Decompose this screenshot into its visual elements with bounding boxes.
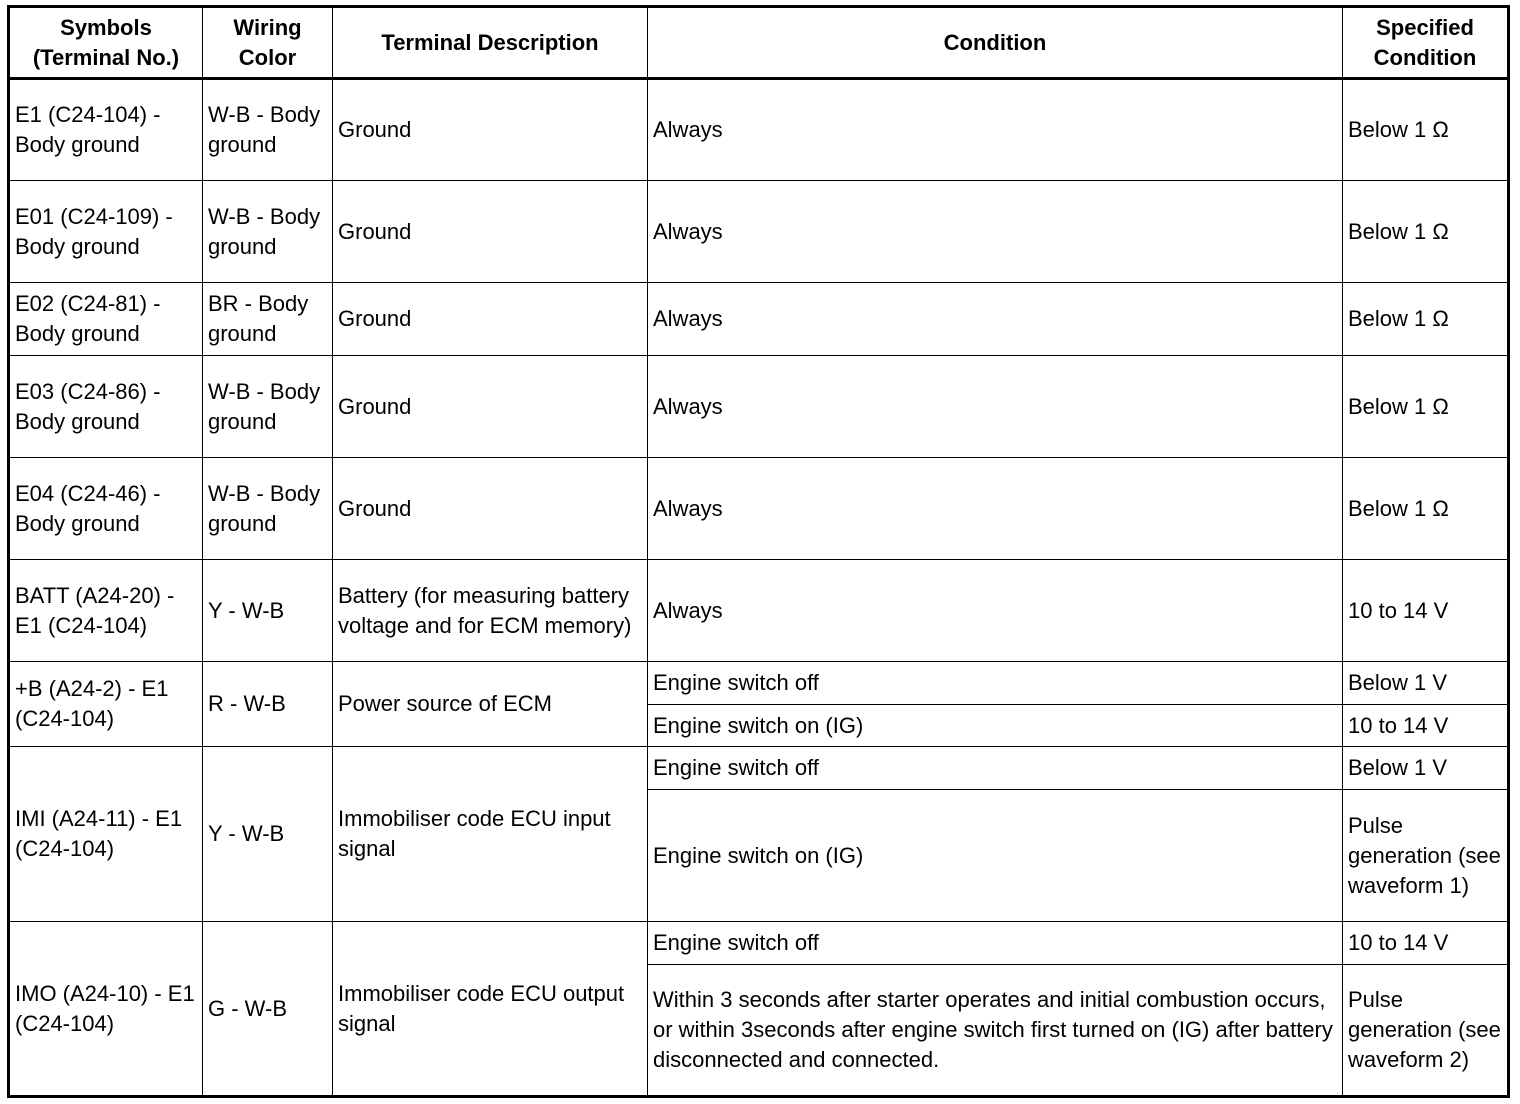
description-cell: Ground xyxy=(333,181,648,283)
specified-cell: Below 1 Ω xyxy=(1343,356,1509,458)
header-row xyxy=(9,7,1509,79)
table-body xyxy=(9,79,1509,1097)
table-row xyxy=(9,662,1509,705)
wiring-cell: Y - W-B xyxy=(203,747,333,922)
symbol-cell: E03 (C24-86) - Body ground xyxy=(9,356,203,458)
wiring-cell: R - W-B xyxy=(203,662,333,747)
specified-cell: Pulse generation (see waveform 1) xyxy=(1343,790,1509,922)
wiring-cell: W-B - Body ground xyxy=(203,181,333,283)
header-condition: Condition xyxy=(648,7,1343,79)
specified-cell: Below 1 Ω xyxy=(1343,79,1509,181)
specified-cell: 10 to 14 V xyxy=(1343,922,1509,965)
table-row xyxy=(9,79,1509,181)
table-row xyxy=(9,922,1509,965)
condition-cell: Within 3 seconds after starter operates and initial combustion occurs, or within 3seconds after engine switch first turned on (IG) after battery disconnected and connected. xyxy=(648,965,1343,1097)
description-cell: Ground xyxy=(333,79,648,181)
wiring-cell: W-B - Body ground xyxy=(203,356,333,458)
condition-cell: Always xyxy=(648,79,1343,181)
symbol-cell: E01 (C24-109) - Body ground xyxy=(9,181,203,283)
symbol-cell: E02 (C24-81) - Body ground xyxy=(9,283,203,356)
condition-cell: Engine switch off xyxy=(648,747,1343,790)
specified-cell: Below 1 V xyxy=(1343,747,1509,790)
table-row xyxy=(9,356,1509,458)
wiring-cell: BR - Body ground xyxy=(203,283,333,356)
condition-cell: Always xyxy=(648,356,1343,458)
description-cell: Immobiliser code ECU output signal xyxy=(333,922,648,1097)
header-terminal-description: Terminal Description xyxy=(333,7,648,79)
description-cell: Ground xyxy=(333,458,648,560)
specified-cell: Below 1 V xyxy=(1343,662,1509,705)
description-cell: Immobiliser code ECU input signal xyxy=(333,747,648,922)
description-cell: Ground xyxy=(333,283,648,356)
table-row xyxy=(9,458,1509,560)
description-cell: Battery (for measuring battery voltage and for ECM memory) xyxy=(333,560,648,662)
condition-cell: Engine switch on (IG) xyxy=(648,705,1343,747)
table-row xyxy=(9,560,1509,662)
specified-cell: Below 1 Ω xyxy=(1343,181,1509,283)
table-row xyxy=(9,283,1509,356)
header-wiring-color: Wiring Color xyxy=(203,7,333,79)
table-header xyxy=(9,7,1509,79)
symbol-cell: IMO (A24-10) - E1 (C24-104) xyxy=(9,922,203,1097)
wiring-cell: W-B - Body ground xyxy=(203,79,333,181)
table-row xyxy=(9,181,1509,283)
header-symbols: Symbols (Terminal No.) xyxy=(9,7,203,79)
specified-cell: Below 1 Ω xyxy=(1343,283,1509,356)
condition-cell: Always xyxy=(648,560,1343,662)
wiring-cell: W-B - Body ground xyxy=(203,458,333,560)
condition-cell: Engine switch off xyxy=(648,922,1343,965)
condition-cell: Engine switch on (IG) xyxy=(648,790,1343,922)
symbol-cell: BATT (A24-20) - E1 (C24-104) xyxy=(9,560,203,662)
description-cell: Power source of ECM xyxy=(333,662,648,747)
specified-cell: Pulse generation (see waveform 2) xyxy=(1343,965,1509,1097)
symbol-cell: +B (A24-2) - E1 (C24-104) xyxy=(9,662,203,747)
specified-cell: 10 to 14 V xyxy=(1343,560,1509,662)
table-row xyxy=(9,747,1509,790)
terminal-spec-table xyxy=(7,5,1510,1098)
wiring-cell: Y - W-B xyxy=(203,560,333,662)
symbol-cell: E1 (C24-104) - Body ground xyxy=(9,79,203,181)
specified-cell: 10 to 14 V xyxy=(1343,705,1509,747)
condition-cell: Engine switch off xyxy=(648,662,1343,705)
description-cell: Ground xyxy=(333,356,648,458)
header-specified-condition: Specified Condition xyxy=(1343,7,1509,79)
condition-cell: Always xyxy=(648,458,1343,560)
specified-cell: Below 1 Ω xyxy=(1343,458,1509,560)
condition-cell: Always xyxy=(648,283,1343,356)
symbol-cell: IMI (A24-11) - E1 (C24-104) xyxy=(9,747,203,922)
symbol-cell: E04 (C24-46) - Body ground xyxy=(9,458,203,560)
wiring-cell: G - W-B xyxy=(203,922,333,1097)
condition-cell: Always xyxy=(648,181,1343,283)
